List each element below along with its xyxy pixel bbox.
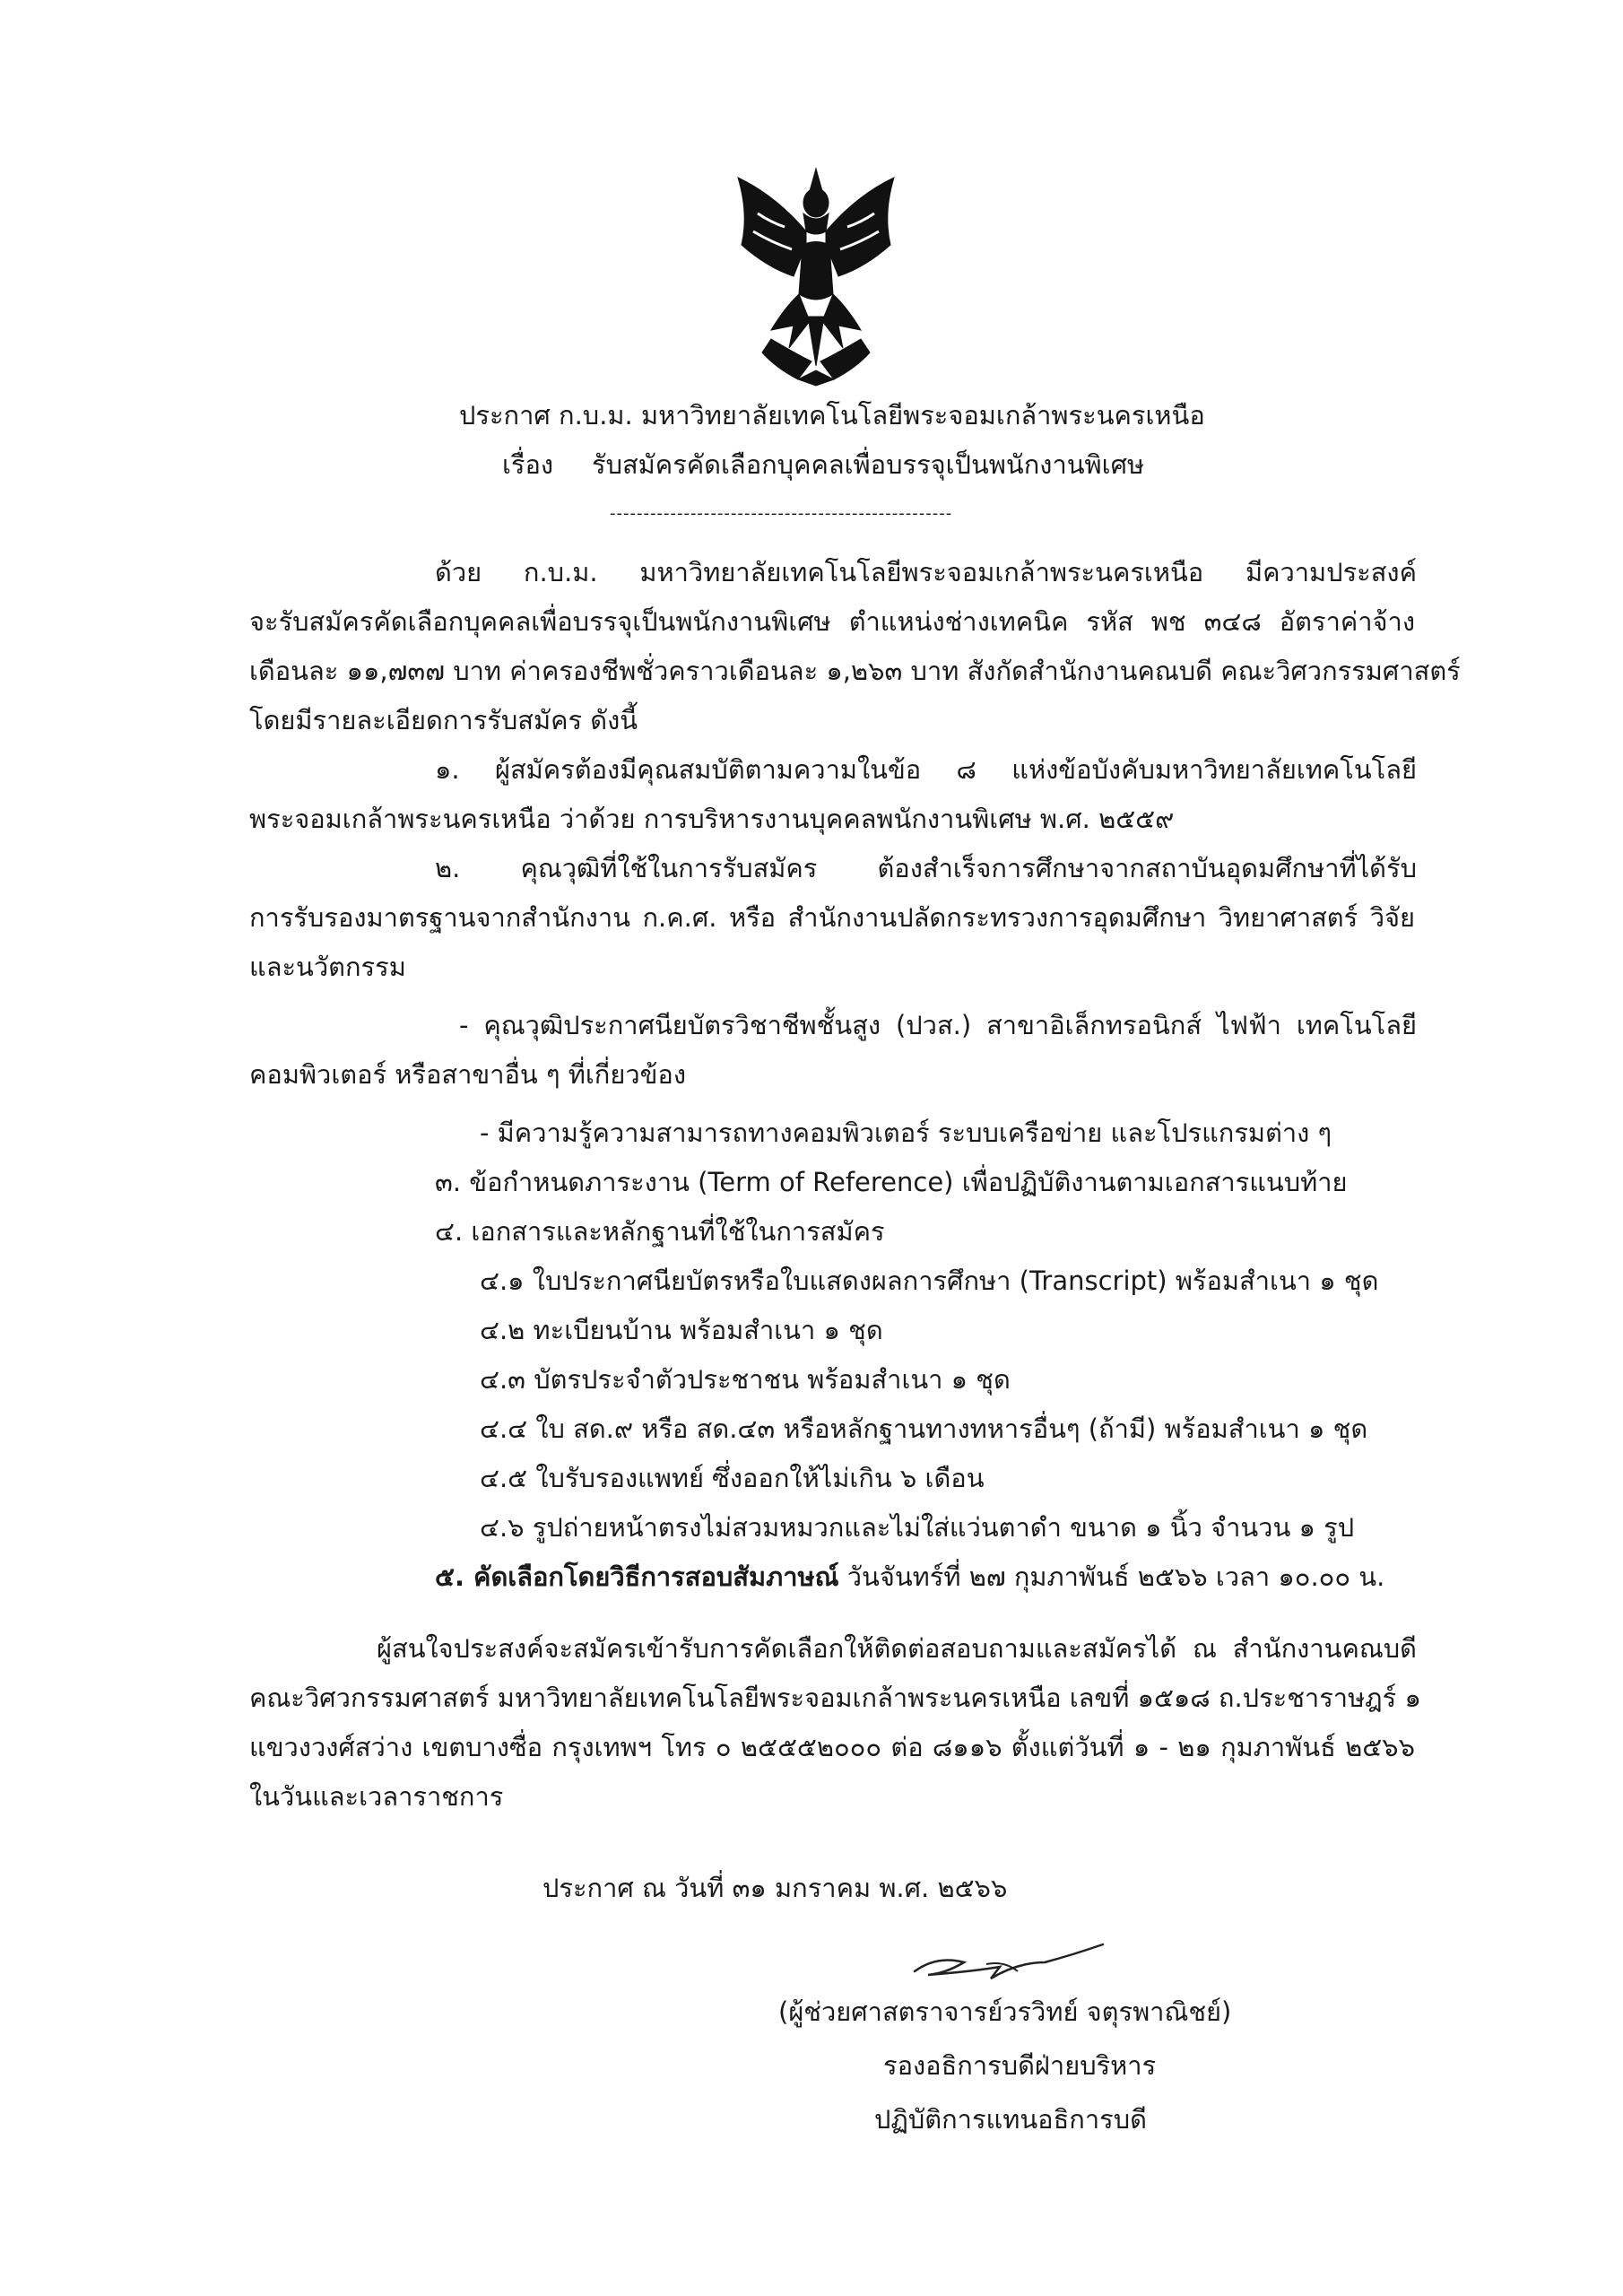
item2-line-2: การรับรองมาตรฐานจากสำนักงาน ก.ค.ศ. หรือ สำนักงานปลัดกระทรวงการอุดมศึกษา วิทยาศาสตร์ วิจัย xyxy=(249,902,1415,933)
intro-line-3: เดือนละ ๑๑,๗๓๗ บาท ค่าครองชีพชั่วคราวเดือนละ ๑,๒๖๓ บาท สังกัดสำนักงานคณบดี คณะวิศวกรรมศาสตร์ xyxy=(249,656,1461,686)
signatory-acting: ปฏิบัติการแทนอธิการบดี xyxy=(874,2104,1147,2135)
announce-date: ประกาศ ณ วันที่ ๓๑ มกราคม พ.ศ. ๒๕๖๖ xyxy=(542,1873,1008,1903)
doc-item-4-6: ๔.๖ รูปถ่ายหน้าตรงไม่สวมหมวกและไม่ใส่แว่นตาดำ ขนาด ๑ นิ้ว จำนวน ๑ รูป xyxy=(480,1512,1355,1543)
doc-item-4-4: ๔.๔ ใบ สด.๙ หรือ สด.๔๓ หรือหลักฐานทางทหารอื่นๆ (ถ้ามี) พร้อมสำเนา ๑ ชุด xyxy=(480,1413,1368,1444)
item5 xyxy=(435,1559,1384,1595)
garuda-emblem-icon xyxy=(722,160,910,388)
intro-line-2: จะรับสมัครคัดเลือกบุคคลเพื่อบรรจุเป็นพนักงานพิเศษ ตำแหน่งช่างเทคนิค รหัส พช ๓๔๘ อัตราค่าจ้าง xyxy=(249,606,1415,637)
doc-item-4-5: ๔.๕ ใบรับรองแพทย์ ซึ่งออกให้ไม่เกิน ๖ เดือน xyxy=(480,1463,985,1493)
announcement-subject: รับสมัครคัดเลือกบุคคลเพื่อบรรจุเป็นพนักงานพิเศษ xyxy=(592,449,1145,480)
announcement-title: ประกาศ ก.บ.ม. มหาวิทยาลัยเทคโนโลยีพระจอมเกล้าพระนครเหนือ xyxy=(459,400,1205,430)
contact-line-1: ผู้สนใจประสงค์จะสมัครเข้ารับการคัดเลือกให้ติดต่อสอบถามและสมัครได้ ณ สำนักงานคณบดี xyxy=(377,1633,1417,1664)
doc-item-4-2: ๔.๒ ทะเบียนบ้าน พร้อมสำเนา ๑ ชุด xyxy=(480,1315,883,1345)
intro-line-1: ด้วย ก.บ.ม. มหาวิทยาลัยเทคโนโลยีพระจอมเกล้าพระนครเหนือ มีความประสงค์ xyxy=(435,557,1417,587)
intro-line-4: โดยมีรายละเอียดการรับสมัคร ดังนี้ xyxy=(249,705,638,735)
signatory-name: (ผู้ช่วยศาสตราจารย์วรวิทย์ จตุรพาณิชย์) xyxy=(778,1996,1232,2027)
item2-sub1-line-2: คอมพิวเตอร์ หรือสาขาอื่น ๆ ที่เกี่ยวข้อง xyxy=(249,1059,687,1090)
item5-method: ๕. คัดเลือกโดยวิธีการสอบสัมภาษณ์ xyxy=(435,1561,839,1592)
signatory-position: รองอธิการบดีฝ่ายบริหาร xyxy=(883,2050,1157,2081)
subject-label: เรื่อง xyxy=(502,449,554,480)
item2-line-1: ๒. คุณวุฒิที่ใช้ในการรับสมัคร ต้องสำเร็จการศึกษาจากสถาบันอุดมศึกษาที่ได้รับ xyxy=(435,853,1417,883)
item2-sub2: - มีความรู้ความสามารถทางคอมพิวเตอร์ ระบบเครือข่าย และโปรแกรมต่าง ๆ xyxy=(480,1118,1332,1148)
title-divider: --------------------------------------------------- xyxy=(610,504,953,523)
item2-line-3: และนวัตกรรม xyxy=(249,952,406,982)
handwritten-signature xyxy=(901,1935,1112,1989)
item5-schedule: วันจันทร์ที่ ๒๗ กุมภาพันธ์ ๒๕๖๖ เวลา ๑๐.๐๐ น. xyxy=(838,1561,1385,1592)
item1-line-2: พระจอมเกล้าพระนครเหนือ ว่าด้วย การบริหารงานบุคคลพนักงานพิเศษ พ.ศ. ๒๕๕๙ xyxy=(249,804,1175,834)
item4: ๔. เอกสารและหลักฐานที่ใช้ในการสมัคร xyxy=(435,1216,885,1247)
item3: ๓. ข้อกำหนดภาระงาน (Term of Reference) เพื่อปฏิบัติงานตามเอกสารแนบท้าย xyxy=(435,1167,1348,1197)
item1-line-1: ๑. ผู้สมัครต้องมีคุณสมบัติตามความในข้อ ๘ แห่งข้อบังคับมหาวิทยาลัยเทคโนโลยี xyxy=(435,754,1417,785)
doc-item-4-1: ๔.๑ ใบประกาศนียบัตรหรือใบแสดงผลการศึกษา (Transcript) พร้อมสำเนา ๑ ชุด xyxy=(480,1265,1379,1296)
doc-item-4-3: ๔.๓ บัตรประจำตัวประชาชน พร้อมสำเนา ๑ ชุด xyxy=(480,1364,1011,1395)
item2-sub1-line-1: - คุณวุฒิประกาศนียบัตรวิชาชีพชั้นสูง (ปวส.) สาขาอิเล็กทรอนิกส์ ไฟฟ้า เทคโนโลยี xyxy=(459,1010,1417,1040)
contact-line-3: แขวงวงศ์สว่าง เขตบางซื่อ กรุงเทพฯ โทร ๐ ๒๕๕๕๒๐๐๐ ต่อ ๘๑๑๖ ตั้งแต่วันที่ ๑ - ๒๑ กุมภาพันธ์ ๒๕๖๖ xyxy=(249,1732,1415,1762)
contact-line-2: คณะวิศวกรรมศาสตร์ มหาวิทยาลัยเทคโนโลยีพระจอมเกล้าพระนครเหนือ เลขที่ ๑๕๑๘ ถ.ประชาราษฎร์ ๑ xyxy=(249,1683,1421,1713)
contact-line-4: ในวันและเวลาราชการ xyxy=(249,1781,504,1812)
